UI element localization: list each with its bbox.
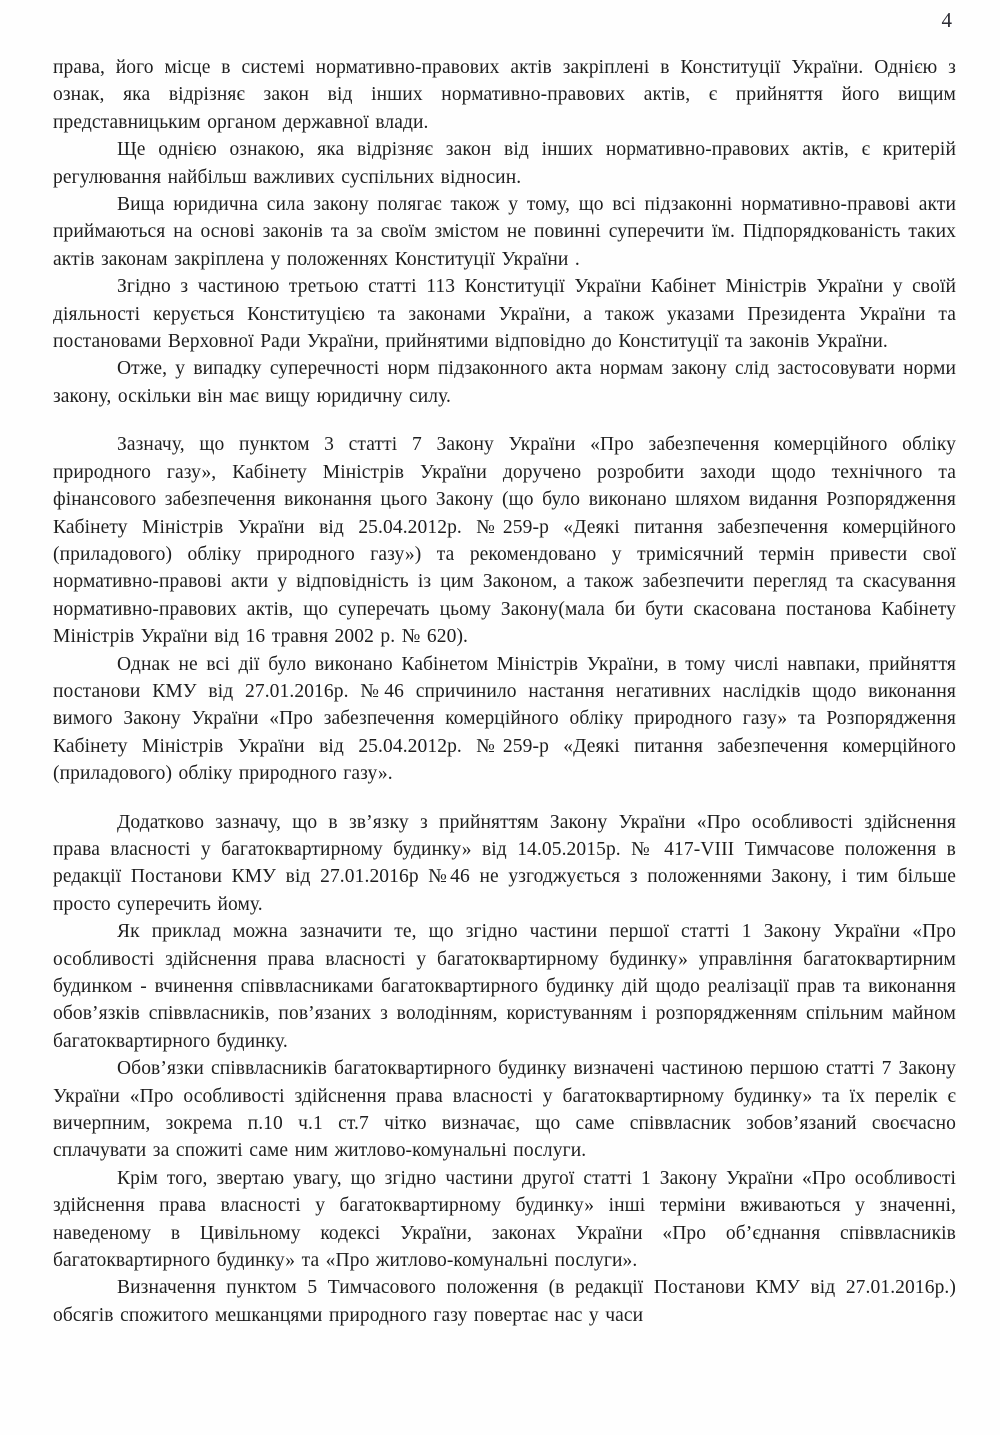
paragraph: Крім того, звертаю увагу, що згідно частини другої статті 1 Закону України «Про особливості здійснення права власності у багатоквартирному будинку» інші терміни вживаються у значенні, наведеному в Цивільному кодексі України, законах України «Про об’єднання співвласників багатоквартирного будинку» та «Про житлово-комунальні послуги». bbox=[53, 1167, 956, 1272]
paragraph: Як приклад можна зазначити те, що згідно частини першої статті 1 Закону України «Про особливості здійснення права власності у багатоквартирному будинку» управління багатоквартирним будинком - вчинення співвласниками багатоквартирного будинку дій щодо реалізації прав та виконання обов’язків співвласників, пов’язаних з володінням, користуванням і розпорядженням спільним майном багатоквартирного будинку. bbox=[53, 921, 956, 1052]
paragraph: Вища юридична сила закону полягає також у тому, що всі підзаконні нормативно-правові акти приймаються на основі законів та за своїм змістом не повинні суперечити їм. Підпорядкованість таких актів законам закріплена у положеннях Конституції України . bbox=[53, 194, 956, 270]
paragraph: Отже, у випадку суперечності норм підзаконного акта нормам закону слід застосовувати норми закону, оскільки він має вищу юридичну силу. bbox=[53, 358, 956, 407]
paragraph: Згідно з частиною третьою статті 113 Конституції України Кабінет Міністрів України у своїй діяльності керується Конституцією та законами України, а також указами Президента України та постановами Верховної Ради України, прийнятими відповідно до Конституції та законів України. bbox=[53, 276, 956, 353]
paragraph: Обов’язки співвласників багатоквартирного будинку визначені частиною першою статті 7 Закону України «Про особливості здійснення права власності у багатоквартирному будинку» та їх перелік є вичерпним, зокрема п.10 ч.1 ст.7 чітко визначає, що саме співвласник зобов’язаний своєчасно сплачувати за спожиті саме ним житлово-комунальні послуги. bbox=[53, 1058, 956, 1162]
paragraph: Додатково зазначу, що в зв’язку з прийняттям Закону України «Про особливості здійснення права власності у багатоквартирному будинку» від 14.05.2015р. № 417-VIII Тимчасове положення в редакції Постанови КМУ від 27.01.2016р №46 не узгоджується з положеннями Закону, і тим більше просто суперечить йому. bbox=[53, 811, 956, 915]
paragraph: Визначення пунктом 5 Тимчасового положення (в редакції Постанови КМУ від 27.01.2016р.) обсягів спожитого мешканцями природного газу повертає нас у часи bbox=[53, 1277, 956, 1326]
paragraph: права, його місце в системі нормативно-правових актів закріплені в Конституції України. Однією з ознак, яка відрізняє закон від інших нормативно-правових актів, є прийняття його вищим представницьким органом державної влади. bbox=[53, 57, 956, 133]
page-number: 4 bbox=[941, 8, 952, 32]
paragraph: Ще однією ознакою, яка відрізняє закон від інших нормативно-правових актів, є критерій регулювання найбільш важливих суспільних відносин. bbox=[53, 139, 956, 188]
document-content bbox=[53, 54, 956, 1329]
paragraph: Однак не всі дії було виконано Кабінетом Міністрів України, в тому числі навпаки, прийняття постанови КМУ від 27.01.2016р. №46 спричинило настання негативних наслідків щодо виконання вимого Закону України «Про забезпечення комерційного обліку природного газу» та Розпорядження Кабінету Міністрів України від 25.04.2012р. №259-р «Деякі питання забезпечення комерційного (приладового) обліку природного газу». bbox=[53, 653, 956, 785]
paragraph: Зазначу, що пунктом 3 статті 7 Закону України «Про забезпечення комерційного обліку природного газу», Кабінету Міністрів України доручено розробити заходи щодо технічного та фінансового забезпечення виконання цього Закону (що було виконано шляхом видання Розпорядження Кабінету Міністрів України від 25.04.2012р. №259-р «Деякі питання забезпечення комерційного (приладового) обліку природного газу») та рекомендовано у тримісячний термін привести свої нормативно-правові акти у відповідність із цим Законом, а також забезпечити перегляд та скасування нормативно-правових актів, що суперечать цьому Закону(мала би бути скасована постанова Кабінету Міністрів України від 16 травня 2002 р. № 620). bbox=[53, 434, 956, 648]
